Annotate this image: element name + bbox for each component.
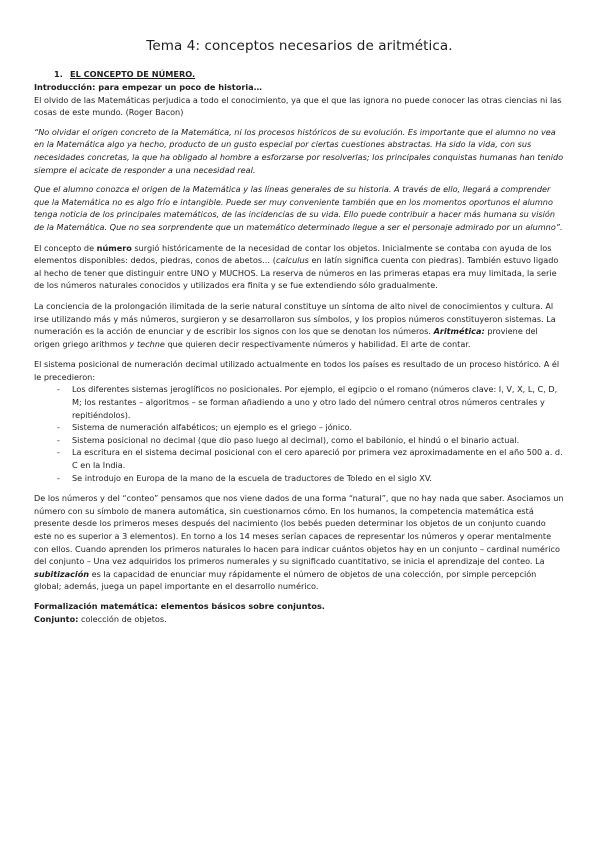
intro-text: El olvido de las Matemáticas perjudica a todo el conocimiento, ya que el que las ignora no puede conocer las otras ciencias ni las cosas de este mundo. (Roger Bacon)	[34, 94, 562, 118]
list-dash: -	[57, 434, 60, 445]
text-run: De los números y del “conteo” pensamos que nos viene dados de una forma “natural”, que no hay nada que saber. Asociamos un número con su símbolo de manera automática, sin cuestionarnos cómo. En los humanos, la competencia matemática está presente desde los primeros meses después del nacimiento (los bebés pueden determinar los objetos de un conjunto cuando este no es superior a 3 elementos). En torno a los 14 meses serían capaces de representar los números y operar mentalmente con ellos. Cuando aprenden los primeros naturales lo hacen para indicar cuántos objetos hay en un conjunto – cardinal numérico del conjunto – Una vez adquiridos los primeros numerales y su significado cuantitativo, se inicia el aprendizaje del conteo. La	[34, 493, 564, 567]
paragraph-aritmetica	[34, 300, 565, 350]
paragraph-number-concept	[34, 242, 565, 292]
text-run: La conciencia de la prolongación ilimitada de la serie natural constituye un síntoma de alto nivel de conocimientos y cultura. Al irse utilizando más y más números, surgieron y se desarrollaron sus símbolos, y los propios números constituyeron sistemas. La numeración es la acción de enunciar y de escribir los signos con los que se denotan los números.	[34, 300, 556, 337]
list-item	[34, 383, 565, 421]
text-run: en latín significa cuenta con piedras). También estuvo ligado al hecho de tener que distinguir entre UNO y MUCHOS. La reserva de números en las primeras etapas era muy limitada, la serie de los números naturales conocidos y utilizados era finita y se fue extendiendo sólo gradualmente.	[34, 255, 559, 291]
list-dash: -	[57, 422, 60, 433]
list-item-text: Sistema de numeración alfabéticos; un ejemplo es el griego – jónico.	[72, 422, 352, 433]
term-numero: número	[96, 242, 132, 253]
text-run: surgió históricamente de la necesidad de contar los objetos. Inicialmente se contaba con ayuda de los elementos disponibles: dedos, piedras, conos de abetos… (	[34, 242, 552, 266]
list-item-text: Sistema posicional no decimal (que dio paso luego al decimal), como el babilonio, el hindú o el binario actual.	[72, 434, 520, 445]
list-item	[34, 434, 565, 447]
formalization-title: Formalización matemática: elementos básicos sobre conjuntos.	[34, 600, 325, 611]
text-run: proviene del origen griego arithmos	[34, 326, 538, 349]
conjunto-definition	[34, 613, 565, 626]
quote-paragraph-1: “No olvidar el origen concreto de la Matemática, ni los procesos históricos de su evolución. Es importante que el alumno no vea en la Matemática algo ya hecho, producto de un gusto especial por ciertas cuestiones abstractas. Ha sido la vida, con sus necesidades concretas, la que ha obligado al hombre a esforzarse por resolverlas; los principales conquistas humanas han tenido siempre el acicate de responder a una necesidad real.	[34, 126, 564, 175]
term-conjunto: Conjunto:	[34, 613, 79, 624]
list-item-text: La escritura en el sistema decimal posicional con el cero apareció por primera vez aproximadamente en el año 500 a. d. C en la India.	[72, 447, 563, 471]
list-item-text: Se introdujo en Europa de la mano de la escuela de traductores de Toledo en el siglo XV.	[72, 472, 432, 483]
list-dash: -	[57, 384, 60, 395]
text-run: que quieren decir respectivamente números y habilidad. El arte de contar.	[164, 338, 471, 349]
list-item-text: Los diferentes sistemas jeroglíficos no posicionales. Por ejemplo, el egipcio o el romano (números clave: I, V, X, L, C, D, M; los restantes – algoritmos – se forman añadiendo a uno y otro lado del número central otros números centrales y repitiéndolos).	[72, 384, 558, 420]
list-dash: -	[57, 447, 60, 458]
paragraph-conteo	[34, 492, 565, 593]
text-run: colección de objetos.	[78, 613, 167, 624]
precedent-systems-list	[34, 383, 565, 484]
quote-paragraph-2: Que el alumno conozca el origen de la Matemática y las líneas generales de su historia. A través de ello, llegará a comprender que la Matemática no es algo frío e intangible. Puede ser muy conveniente también que en los momentos oportunos el alumno tenga noticia de los principales matemáticos, de las incidencias de su vida. Ello puede contribuir a hacer más humana su visión de la Matemática. Que no sea sorprendente que un matemático determinado llegue a ser el personaje admirado por un alumno”.	[34, 184, 563, 232]
term-subitizacion: subitización	[34, 568, 90, 579]
section-heading	[54, 68, 565, 80]
list-dash: -	[57, 472, 60, 483]
list-item	[34, 421, 565, 434]
list-item	[34, 446, 565, 471]
document-title: Tema 4: conceptos necesarios de aritmética.	[146, 38, 453, 54]
section-heading-text: EL CONCEPTO DE NÚMERO.	[70, 69, 196, 79]
text-run: El concepto de	[34, 242, 97, 253]
section-number: 1.	[54, 69, 63, 79]
term-techne: y techne	[129, 338, 165, 349]
term-calculus: calculus	[275, 255, 309, 266]
term-aritmetica: Aritmética:	[433, 326, 485, 337]
intro-title: Introducción: para empezar un poco de historia…	[34, 82, 262, 92]
list-item	[34, 472, 565, 485]
paragraph-decimal-system: El sistema posicional de numeración decimal utilizado actualmente en todos los países es resultado de un proceso histórico. A él le precedieron:	[34, 359, 560, 382]
text-run: es la capacidad de enunciar muy rápidamente el número de objetos de una colección, por simple percepción global; además, juega un papel importante en el desarrollo numérico.	[34, 568, 537, 592]
